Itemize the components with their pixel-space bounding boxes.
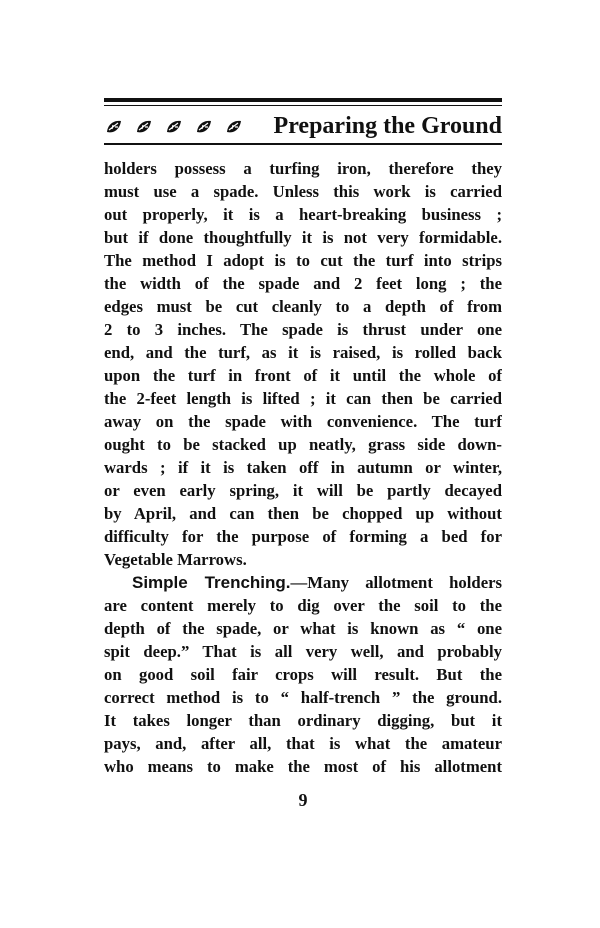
text-line: but if done thoughtfully it is not very formidable. xyxy=(104,228,502,247)
text-line: who means to make the most of his allotment xyxy=(104,757,502,776)
text-line: end, and the turf, as it is raised, is rolled back xyxy=(104,343,502,362)
body-text xyxy=(104,157,502,778)
text-line: away on the spade with convenience. The turf xyxy=(104,412,502,431)
text-line: ought to be stacked up neatly, grass side down- xyxy=(104,435,502,454)
header-ornaments xyxy=(104,117,244,137)
text-line: the 2-feet length is lifted ; it can then be carried xyxy=(104,389,502,408)
text-line: out properly, it is a heart-breaking business ; xyxy=(104,205,502,224)
text-line: pays, and, after all, that is what the amateur xyxy=(104,734,502,753)
section-subhead: Simple Trenching. xyxy=(132,573,291,592)
subhead-line xyxy=(104,571,502,594)
text-line: difficulty for the purpose of forming a bed for xyxy=(104,527,502,546)
leaf-ornament-icon xyxy=(134,117,154,137)
text-line: spit deep.” That is all very well, and probably xyxy=(104,642,502,661)
header-top-rule xyxy=(104,98,502,102)
text-line: or even early spring, it will be partly decayed xyxy=(104,481,502,500)
text-line: The method I adopt is to cut the turf into strips xyxy=(104,251,502,270)
text-line: the width of the spade and 2 feet long ; the xyxy=(104,274,502,293)
text-line: edges must be cut cleanly to a depth of from xyxy=(104,297,502,316)
text-line: It takes longer than ordinary digging, but it xyxy=(104,711,502,730)
subhead-continuation: —Many allotment holders xyxy=(290,573,502,592)
text-line: 2 to 3 inches. The spade is thrust under one xyxy=(104,320,502,339)
text-line: are content merely to dig over the soil to the xyxy=(104,596,502,615)
page-title: Preparing the Ground xyxy=(273,113,502,139)
page-number: 9 xyxy=(298,790,308,810)
text-line: depth of the spade, or what is known as “ one xyxy=(104,619,502,638)
text-line: by April, and can then be chopped up without xyxy=(104,504,502,523)
running-header xyxy=(104,108,502,142)
text-line: correct method is to “ half-trench ” the ground. xyxy=(104,688,502,707)
text-line: upon the turf in front of it until the whole of xyxy=(104,366,502,385)
header-bottom-rule xyxy=(104,143,502,145)
text-line: wards ; if it is taken off in autumn or winter, xyxy=(104,458,502,477)
text-line: must use a spade. Unless this work is carried xyxy=(104,182,502,201)
text-line: holders possess a turfing iron, therefore they xyxy=(104,159,502,178)
text-line: on good soil fair crops will result. But the xyxy=(104,665,502,684)
leaf-ornament-icon xyxy=(224,117,244,137)
leaf-ornament-icon xyxy=(194,117,214,137)
leaf-ornament-icon xyxy=(104,117,124,137)
leaf-ornament-icon xyxy=(164,117,184,137)
text-line: Vegetable Marrows. xyxy=(104,550,247,569)
